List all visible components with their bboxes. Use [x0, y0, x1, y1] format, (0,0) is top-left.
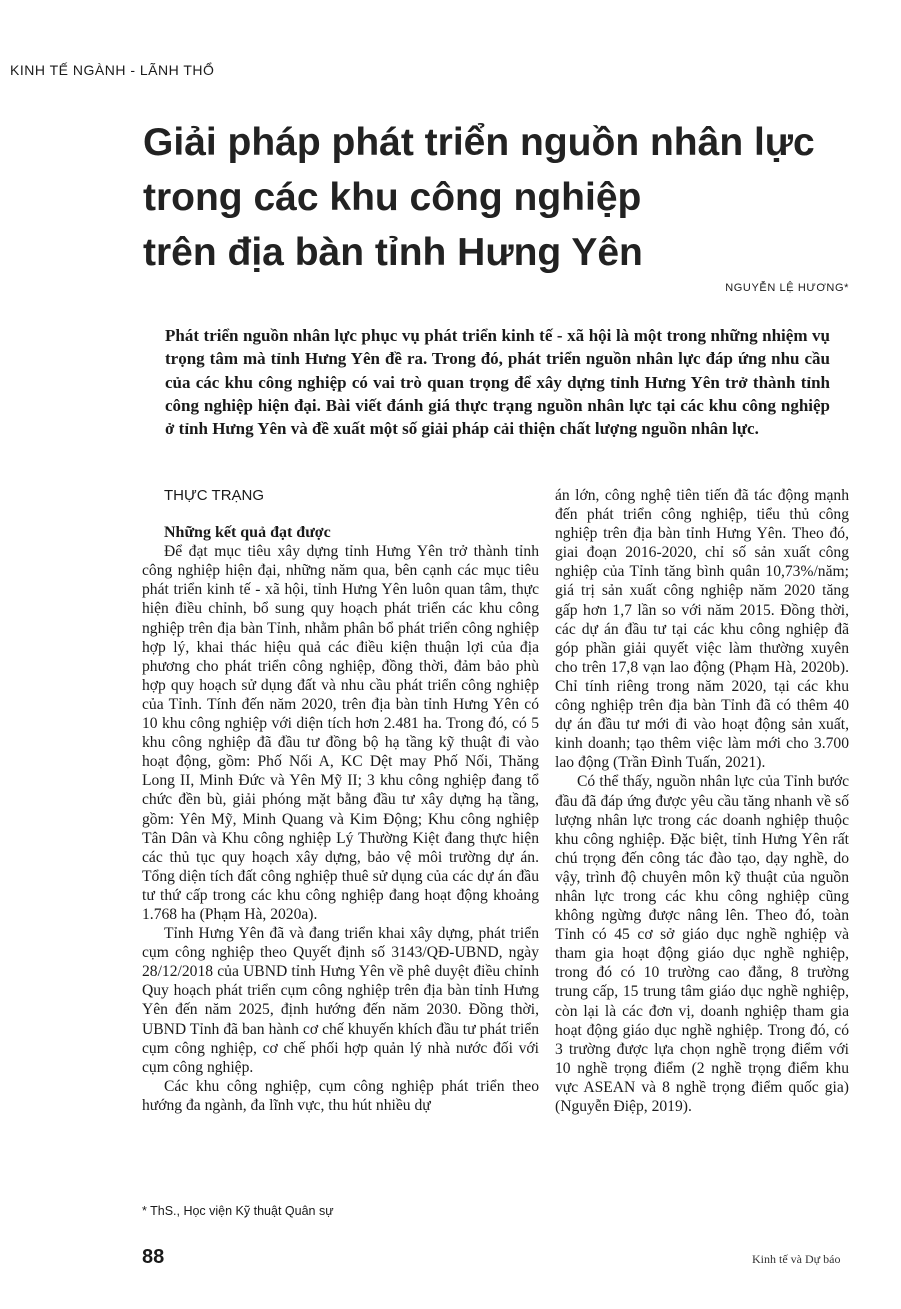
footnote: * ThS., Học viện Kỹ thuật Quân sự — [142, 1204, 334, 1218]
paragraph: Để đạt mục tiêu xây dựng tỉnh Hưng Yên trở thành tỉnh công nghiệp hiện đại, những năm qua, bên cạnh các mục tiêu phát triển kinh tế - xã hội, tỉnh Hưng Yên luôn quan tâm, thực hiện điều chỉnh, bổ sung quy hoạch phát triển các khu công nghiệp trên địa bàn Tỉnh, nhằm phân bổ phát triển công nghiệp hợp lý, khai thác hiệu quả các điều kiện thuận lợi của địa phương cho phát triển công nghiệp, đồng thời, đảm bảo phù hợp quy hoạch sử dụng đất và nhu cầu phát triển công nghiệp của Tỉnh. Tính đến năm 2020, trên địa bàn tỉnh Hưng Yên có 10 khu công nghiệp với diện tích hơn 2.481 ha. Trong đó, có 5 khu công nghiệp đã đầu tư đồng bộ hạ tầng kỹ thuật đi vào hoạt động, gồm: Phố Nối A, KC Dệt may Phố Nối, Thăng Long II, Minh Đức và Yên Mỹ II; 3 khu công nghiệp đang tổ chức đền bù, giải phóng mặt bằng đầu tư xây dựng hạ tầng, gồm: Yên Mỹ, Minh Quang và Kim Động; Khu công nghiệp Tân Dân và Khu công nghiệp Lý Thường Kiệt đang thực hiện các thủ tục quy hoạch xây dựng, bảo vệ môi trường dự án. Tổng diện tích đất công nghiệp thuê sử dụng của các dự án đầu tư thứ cấp trong các khu công nghiệp đang hoạt động khoảng 1.768 ha (Phạm Hà, 2020a). — [142, 543, 539, 923]
left-column — [142, 486, 539, 1115]
paragraph: Các khu công nghiệp, cụm công nghiệp phát triển theo hướng đa ngành, đa lĩnh vực, thu hút nhiều dự — [142, 1077, 539, 1114]
subheading: Những kết quả đạt được — [164, 524, 331, 542]
abstract: Phát triển nguồn nhân lực phục vụ phát triển kinh tế - xã hội là một trong những nhiệm vụ trọng tâm mà tỉnh Hưng Yên đề ra. Trong đó, phát triển nguồn nhân lực đáp ứng nhu cầu của các khu công nghiệp có vai trò quan trọng để xây dựng tỉnh Hưng Yên trở thành tỉnh công nghiệp hiện đại. Bài viết đánh giá thực trạng nguồn nhân lực tại các khu công nghiệp ở tỉnh Hưng Yên và đề xuất một số giải pháp cải thiện chất lượng nguồn nhân lực. — [165, 326, 830, 439]
title-line: Giải pháp phát triển nguồn nhân lực — [143, 121, 815, 164]
paragraph: Có thể thấy, nguồn nhân lực của Tỉnh bước đầu đã đáp ứng được yêu cầu tăng nhanh về số lượng nhân lực trong các doanh nghiệp thuộc khu công nghiệp. Đặc biệt, tỉnh Hưng Yên rất chú trọng đến công tác đào tạo, dạy nghề, do vậy, trình độ chuyên môn kỹ thuật của nguồn nhân lực trong các khu công nghiệp cũng không ngừng được nâng lên. Theo đó, toàn Tỉnh có 45 cơ sở giáo dục nghề nghiệp và tham gia hoạt động giáo dục nghề nghiệp, trong đó có 10 trường cao đẳng, 8 trường trung cấp, 15 trung tâm giáo dục nghề nghiệp, còn lại là các đơn vị, doanh nghiệp tham gia hoạt động giáo dục nghề nghiệp. Trong đó, có 3 trường được lựa chọn nghề trọng điểm với 10 nghề trọng điểm (2 nghề trọng điểm khu vực ASEAN và 8 nghề trọng điểm quốc gia) (Nguyễn Điệp, 2019). — [555, 773, 849, 1115]
paragraph: án lớn, công nghệ tiên tiến đã tác động mạnh đến phát triển công nghiệp, tiểu thủ công nghiệp trên địa bàn tỉnh Hưng Yên. Theo đó, giai đoạn 2016-2020, chỉ số sản xuất công nghiệp của Tỉnh tăng bình quân 10,73%/năm; giá trị sản xuất công nghiệp năm 2020 tăng gấp hơn 1,7 lần so với năm 2015. Đồng thời, các dự án đầu tư tại các khu công nghiệp đã góp phần giải quyết việc làm thường xuyên cho trên 17,8 vạn lao động (Phạm Hà, 2020b). Chỉ tính riêng trong năm 2020, tại các khu công nghiệp trên địa bàn Tỉnh đã có thêm 40 dự án đầu tư mới đi vào hoạt động sản xuất, kinh doanh; tạo thêm việc làm mới cho 3.700 lao động (Trần Đình Tuấn, 2021). — [555, 487, 849, 772]
journal-name: Kinh tế và Dự báo — [752, 1252, 841, 1266]
right-column — [555, 486, 849, 1116]
paragraph: Tỉnh Hưng Yên đã và đang triển khai xây dựng, phát triển cụm công nghiệp theo Quyết định số 3143/QĐ-UBND, ngày 28/12/2018 của UBND tỉnh Hưng Yên về phê duyệt điều chỉnh Quy hoạch phát triển cụm công nghiệp trên địa bàn tỉnh Hưng Yên đến năm 2025, định hướng đến năm 2030. Đồng thời, UBND Tỉnh đã ban hành cơ chế khuyến khích đầu tư phát triển cụm công nghiệp, cơ chế phối hợp quản lý nhà nước đối với cụm công nghiệp. — [142, 925, 539, 1076]
section-tag: KINH TẾ NGÀNH - LÃNH THỔ — [10, 62, 215, 78]
article-title — [143, 115, 863, 280]
author: NGUYỄN LỆ HƯƠNG* — [725, 282, 849, 294]
section-heading: THỰC TRẠNG — [164, 487, 265, 504]
title-line: trong các khu công nghiệp — [143, 176, 642, 219]
title-line: trên địa bàn tỉnh Hưng Yên — [143, 231, 643, 274]
page-number: 88 — [142, 1246, 165, 1268]
